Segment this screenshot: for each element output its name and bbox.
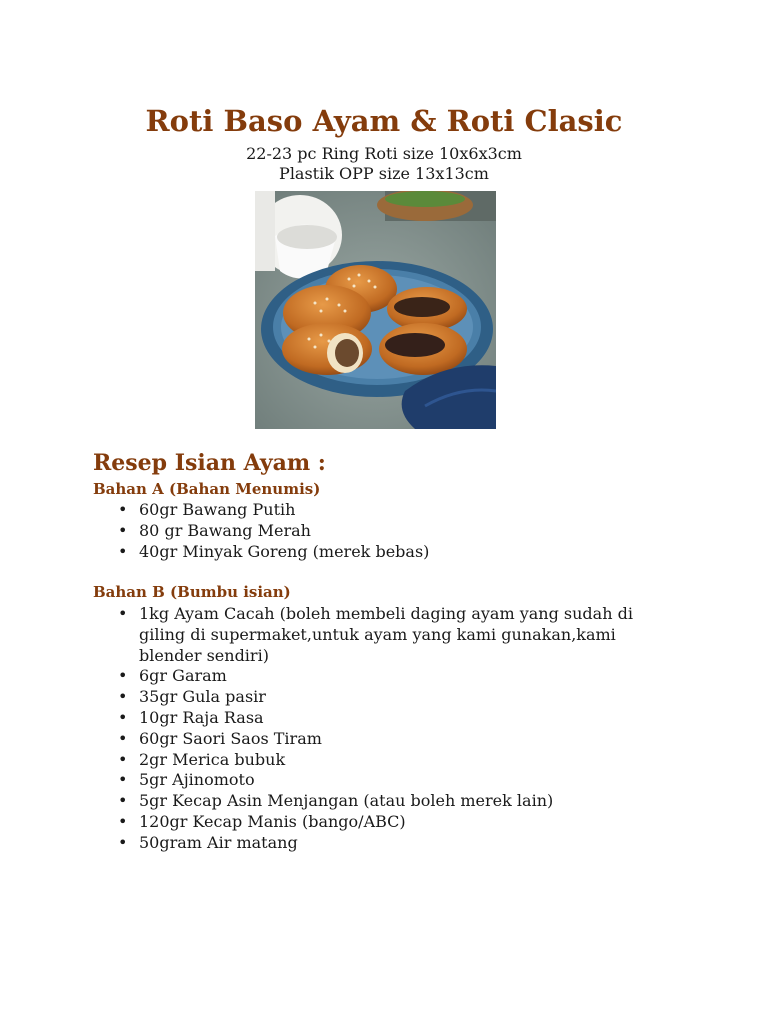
section-a-list (0, 500, 679, 562)
bread-photo (255, 191, 496, 429)
section-b-list (0, 604, 679, 854)
list-item: • 40gr Minyak Goreng (merek bebas) (0, 542, 679, 563)
section-b-heading: Bahan B (Bumbu isian) (93, 583, 291, 601)
list-item: • 5gr Ajinomoto (0, 770, 679, 791)
recipe-heading: Resep Isian Ayam : (93, 450, 326, 476)
subtitle-plastic-size: Plastik OPP size 13x13cm (279, 164, 489, 183)
list-item: • 60gr Saori Saos Tiram (0, 729, 679, 750)
bread-photo-illustration (255, 191, 496, 429)
list-item: • 6gr Garam (0, 666, 679, 687)
list-item: • 10gr Raja Rasa (0, 708, 679, 729)
list-item: • 35gr Gula pasir (0, 687, 679, 708)
list-item: • 1kg Ayam Cacah (boleh membeli daging ayam yang sudah di giling di supermaket,untuk ayam yang kami gunakan,kami blender sendiri) (0, 604, 679, 666)
list-item: • 120gr Kecap Manis (bango/ABC) (0, 812, 679, 833)
list-item: • 50gram Air matang (0, 833, 679, 854)
section-a-heading: Bahan A (Bahan Menumis) (93, 480, 321, 498)
list-item: • 5gr Kecap Asin Menjangan (atau boleh merek lain) (0, 791, 679, 812)
list-item: • 80 gr Bawang Merah (0, 521, 679, 542)
subtitle-ring-size: 22-23 pc Ring Roti size 10x6x3cm (246, 144, 522, 163)
list-item: • 2gr Merica bubuk (0, 750, 679, 771)
list-item: • 60gr Bawang Putih (0, 500, 679, 521)
document-title: Roti Baso Ayam & Roti Clasic (145, 104, 623, 138)
